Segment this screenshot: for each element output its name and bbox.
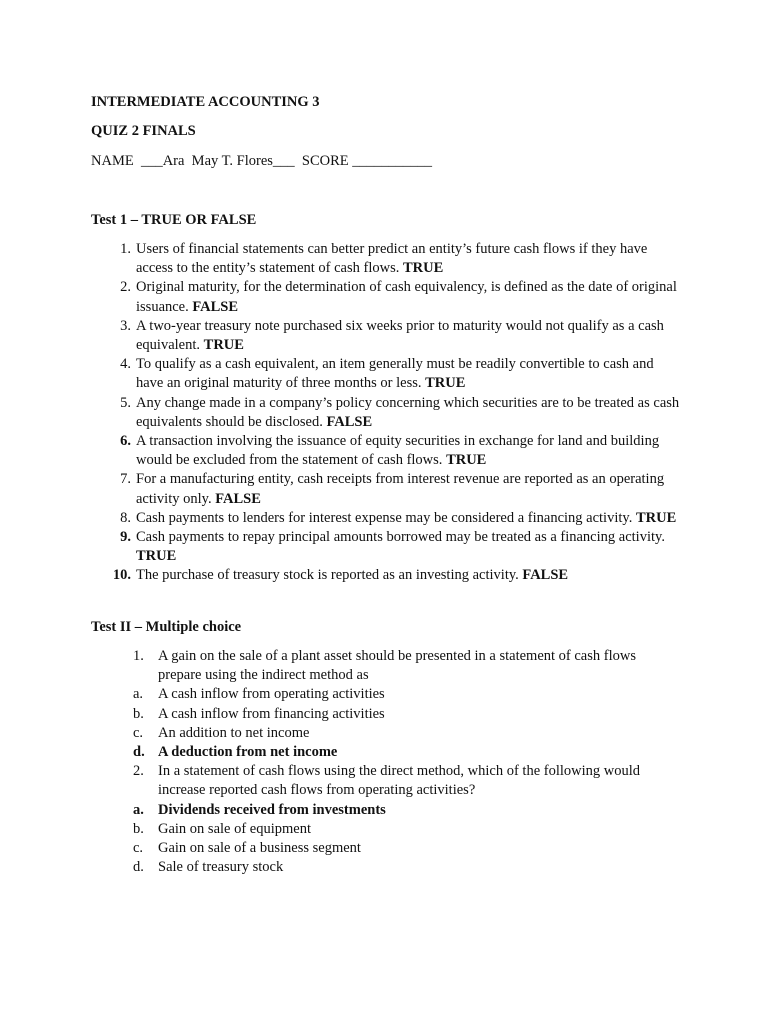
mc-choice — [133, 820, 668, 839]
mc-choice — [133, 858, 668, 877]
mc-question-number: 2. — [133, 763, 144, 780]
true-false-list — [0, 240, 768, 586]
mc-choice-letter: a. — [133, 801, 144, 818]
mc-choice-letter: c. — [133, 724, 144, 741]
tf-answer: TRUE — [136, 548, 177, 565]
mc-choice-text: A cash inflow from financing activities — [158, 705, 385, 722]
tf-item-number: 6. — [120, 433, 131, 450]
tf-item-number: 7. — [120, 471, 131, 488]
mc-question-text: A gain on the sale of a plant asset should be presented in a statement of cash flows prepare using the indirect method as — [158, 648, 636, 684]
tf-item-text: Cash payments to lenders for interest expense may be considered a financing activity. — [136, 509, 633, 526]
tf-item-4 — [120, 355, 681, 393]
tf-item-10 — [112, 566, 681, 585]
tf-item-text: Any change made in a company’s policy concerning which securities are to be treated as cash equivalents should be disclosed. — [136, 394, 680, 430]
tf-answer: TRUE — [425, 375, 466, 392]
tf-answer: FALSE — [522, 567, 569, 584]
mc-question-stem — [133, 762, 668, 800]
tf-item-number: 4. — [120, 356, 131, 373]
tf-answer: TRUE — [446, 452, 487, 469]
tf-item-number: 8. — [120, 509, 131, 526]
tf-answer: FALSE — [192, 298, 239, 315]
mc-choice-text: Sale of treasury stock — [158, 859, 284, 876]
mc-choice-text: Dividends received from investments — [158, 801, 386, 818]
test2-heading: Test II – Multiple choice — [91, 619, 242, 635]
tf-answer: TRUE — [635, 509, 677, 526]
tf-item-number: 2. — [120, 279, 131, 296]
mc-choice-letter: b. — [133, 820, 144, 837]
tf-item-text: To qualify as a cash equivalent, an item generally must be readily convertible to cash and have an original maturity of three months or less. — [136, 356, 654, 392]
mc-choice-text: Gain on sale of a business segment — [158, 840, 361, 857]
tf-answer: FALSE — [215, 490, 261, 507]
tf-item-text: Original maturity, for the determination of cash equivalency, is defined as the date of original issuance. — [136, 279, 677, 315]
mc-choice-answer — [133, 801, 668, 820]
mc-question-stem — [133, 647, 668, 685]
tf-answer: FALSE — [326, 413, 373, 430]
tf-item-6 — [120, 432, 681, 470]
tf-item-number: 9. — [120, 529, 131, 546]
mc-choice — [133, 685, 668, 704]
test1-heading: Test 1 – TRUE OR FALSE — [91, 212, 257, 228]
tf-item-2 — [120, 278, 681, 316]
mc-choice-letter: c. — [133, 840, 144, 857]
tf-item-text: A two-year treasury note purchased six weeks prior to maturity would not qualify as a cash equivalent. — [136, 317, 664, 354]
tf-item-8 — [120, 509, 681, 528]
mc-choice — [133, 839, 668, 858]
tf-item-text: A transaction involving the issuance of equity securities in exchange for land and building would be excluded from the statement of cash flows. — [136, 433, 660, 469]
tf-item-number: 1. — [120, 241, 131, 257]
mc-choice — [133, 724, 668, 743]
tf-item-text: Cash payments to repay principal amounts borrowed may be treated as a financing activity. — [136, 529, 665, 546]
mc-choice-letter: d. — [133, 859, 144, 876]
tf-item-3 — [120, 317, 681, 355]
mc-choice-text: A cash inflow from operating activities — [158, 686, 385, 703]
mc-choice-text: An addition to net income — [158, 724, 310, 741]
name-score-line: NAME ___Ara May T. Flores___ SCORE ___________ — [91, 153, 433, 169]
tf-answer: TRUE — [203, 337, 244, 354]
tf-item-text: The purchase of treasury stock is reported as an investing activity. — [136, 567, 519, 584]
mc-choice-letter: d. — [133, 744, 145, 761]
tf-item-7 — [120, 470, 681, 508]
mc-question-number: 1. — [133, 648, 144, 664]
course-title: INTERMEDIATE ACCOUNTING 3 — [91, 94, 320, 110]
mc-question-text: In a statement of cash flows using the direct method, which of the following would increase reported cash flows from operating activities? — [158, 763, 641, 799]
tf-answer: TRUE — [402, 260, 444, 277]
tf-item-number: 10. — [112, 567, 131, 584]
quiz-title: QUIZ 2 FINALS — [91, 123, 196, 139]
tf-item-1 — [120, 240, 681, 278]
tf-item-text: For a manufacturing entity, cash receipts from interest revenue are reported as an operating activity only. — [136, 471, 665, 507]
mc-choice-text: A deduction from net income — [158, 744, 338, 761]
tf-item-5 — [120, 394, 681, 432]
tf-item-9 — [120, 528, 681, 566]
mc-choice-text: Gain on sale of equipment — [158, 820, 312, 837]
tf-item-number: 5. — [120, 394, 131, 411]
mc-choice-letter: b. — [133, 705, 144, 722]
tf-item-number: 3. — [120, 317, 131, 334]
mc-choice-answer — [133, 743, 668, 762]
mc-choice — [133, 705, 668, 724]
mc-choice-letter: a. — [133, 686, 144, 703]
mc-question-1 — [0, 647, 768, 877]
tf-item-text: Users of financial statements can better predict an entity’s future cash flows if they have access to the entity’s statement of cash flows. — [136, 241, 648, 277]
